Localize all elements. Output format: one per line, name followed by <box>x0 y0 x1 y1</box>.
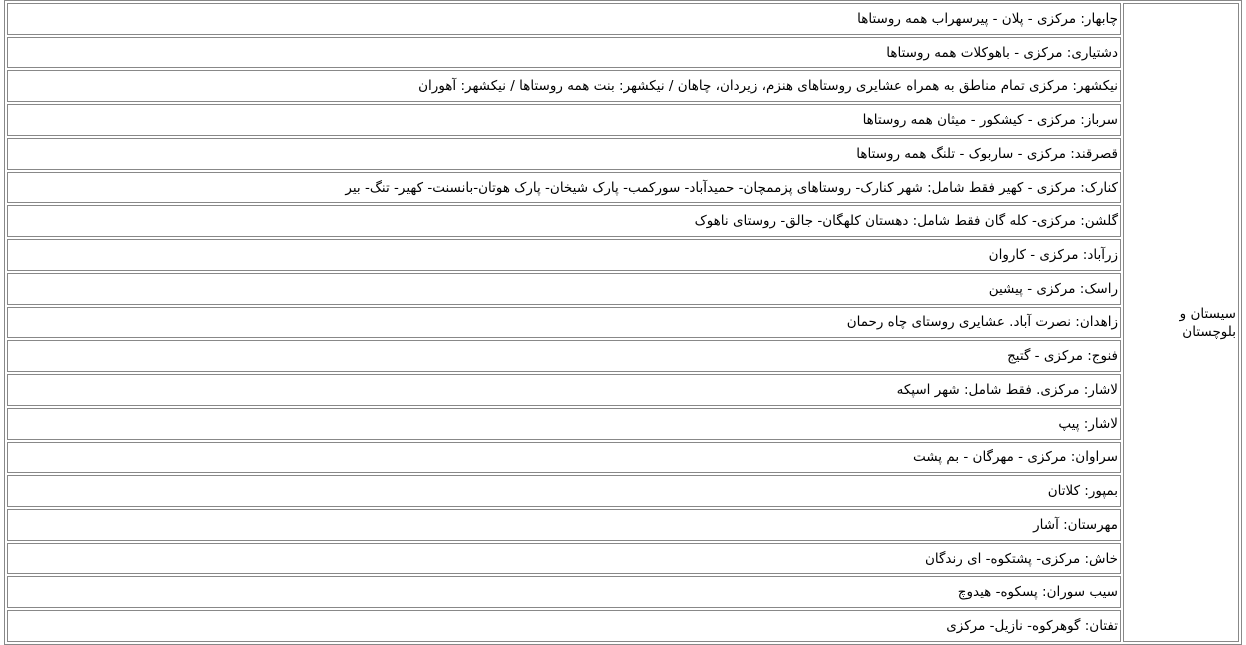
county-cell: بمپور: کلاتان <box>7 475 1121 507</box>
table-row <box>7 3 1239 35</box>
table-row <box>7 307 1239 339</box>
table-row <box>7 239 1239 271</box>
document-page <box>4 0 1242 645</box>
table-row <box>7 374 1239 406</box>
county-cell: زرآباد: مرکزی - کاروان <box>7 239 1121 271</box>
county-cell: چابهار: مرکزی - پلان - پیرسهراب همه روستاها <box>7 3 1121 35</box>
county-cell: راسک: مرکزی - پیشین <box>7 273 1121 305</box>
table-row <box>7 576 1239 608</box>
table-row <box>7 610 1239 642</box>
county-cell: تفتان: گوهرکوه- نازیل- مرکزی <box>7 610 1121 642</box>
county-cell: گلشن: مرکزی- کله گان فقط شامل: دهستان کلهگان- جالق- روستای ناهوک <box>7 205 1121 237</box>
county-cell: نیکشهر: مرکزی تمام مناطق به همراه عشایری روستاهای هنزم، زیردان، چاهان / نیکشهر: بنت همه روستاها / نیکشهر: آهوران <box>7 70 1121 102</box>
table-row <box>7 104 1239 136</box>
county-cell: لاشار: مرکزی. فقط شامل: شهر اسپکه <box>7 374 1121 406</box>
province-cell: سیستان و بلوچستان <box>1123 3 1239 642</box>
regions-table <box>4 0 1242 645</box>
table-row <box>7 273 1239 305</box>
table-row <box>7 408 1239 440</box>
table-row <box>7 138 1239 170</box>
table-row <box>7 340 1239 372</box>
county-cell: مهرستان: آشار <box>7 509 1121 541</box>
county-cell: دشتیاری: مرکزی - باهوکلات همه روستاها <box>7 37 1121 69</box>
table-row <box>7 37 1239 69</box>
county-cell: فنوج: مرکزی - گتیج <box>7 340 1121 372</box>
county-cell: خاش: مرکزی- پشتکوه- ای رندگان <box>7 543 1121 575</box>
table-row <box>7 442 1239 474</box>
county-cell: لاشار: پیپ <box>7 408 1121 440</box>
county-cell: زاهدان: نصرت آباد. عشایری روستای چاه رحمان <box>7 307 1121 339</box>
county-cell: سرباز: مرکزی - کیشکور - میثان همه روستاها <box>7 104 1121 136</box>
county-cell: سراوان: مرکزی - مهرگان - بم پشت <box>7 442 1121 474</box>
table-row <box>7 543 1239 575</box>
county-cell: قصرقند: مرکزی - ساربوک - تلنگ همه روستاها <box>7 138 1121 170</box>
table-row <box>7 205 1239 237</box>
table-row <box>7 475 1239 507</box>
table-row <box>7 70 1239 102</box>
county-cell: کنارک: مرکزی - کهیر فقط شامل: شهر کنارک- روستاهای پزممچان- حمیدآباد- سورکمب- پارک شیخان- پارک هوتان-بانسنت- کهیر- تنگ- بیر <box>7 172 1121 204</box>
table-row <box>7 509 1239 541</box>
county-cell: سیب سوران: پسکوه- هیدوچ <box>7 576 1121 608</box>
table-row <box>7 172 1239 204</box>
